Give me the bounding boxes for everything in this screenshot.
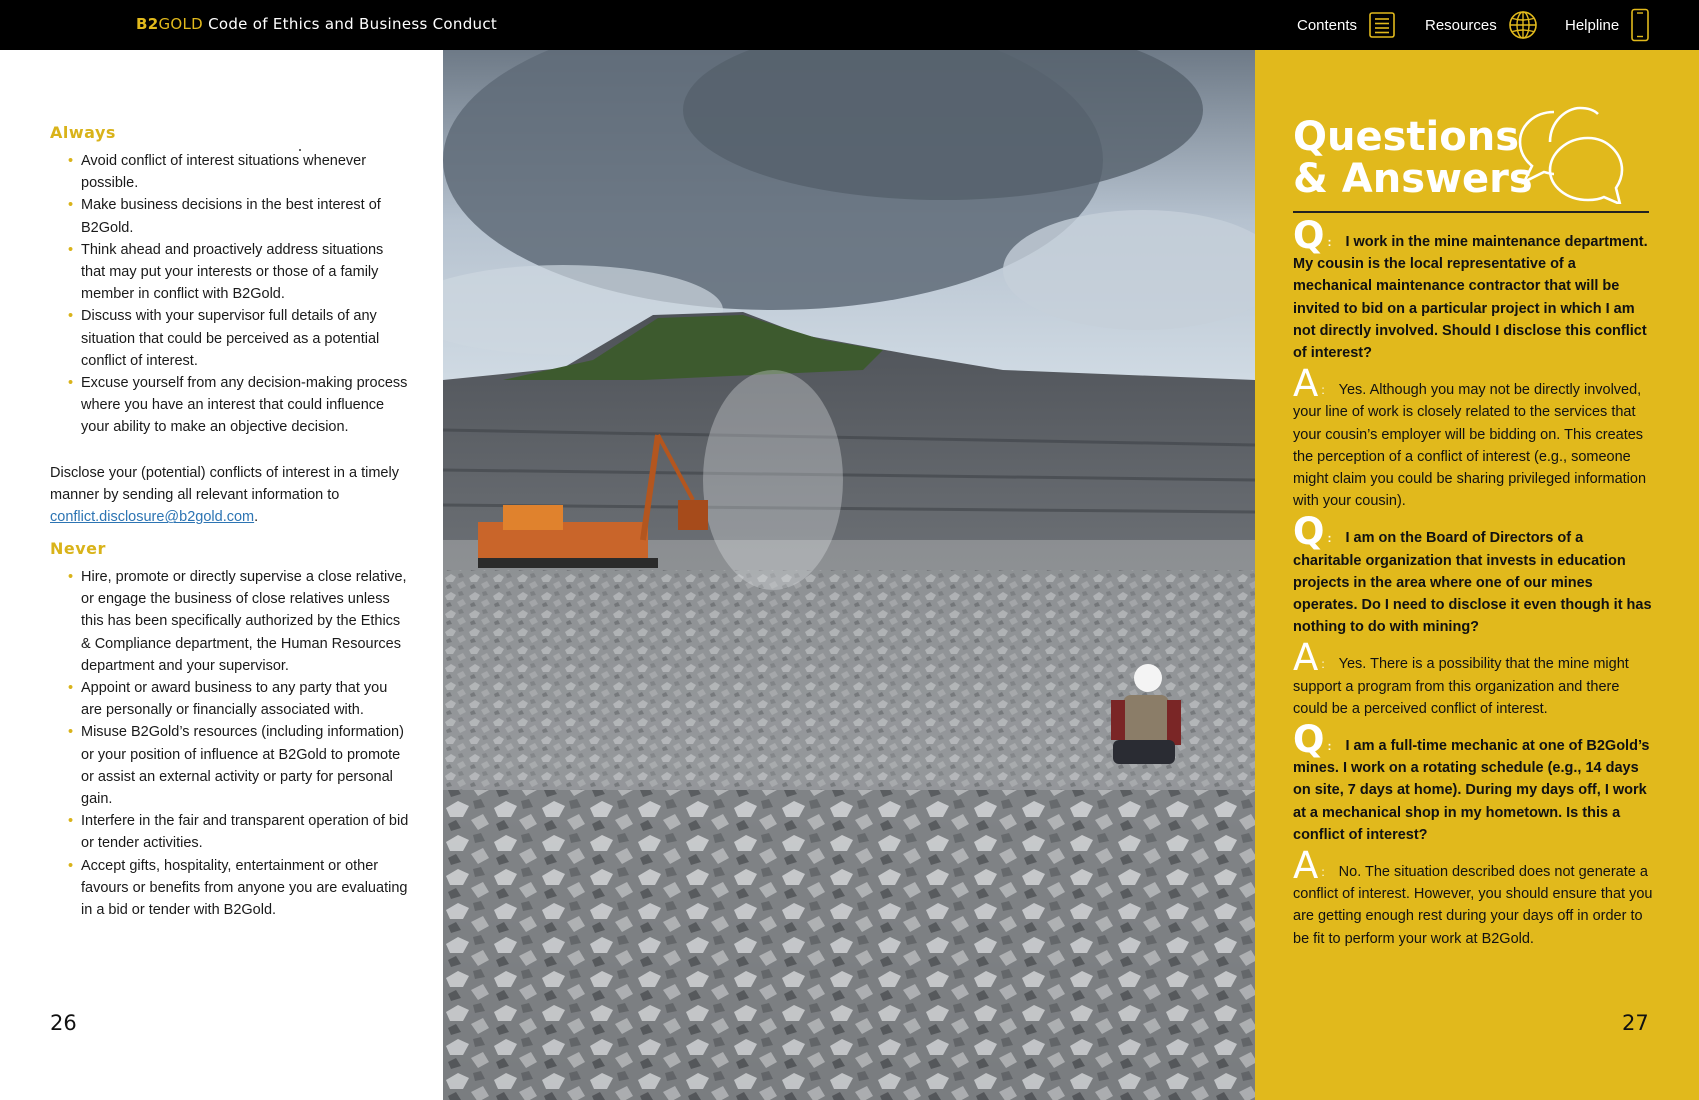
always-list [50,150,410,439]
never-list [50,566,410,921]
q-letter: Q [1293,214,1325,257]
list-item: • Avoid conflict of interest situations whenever possible. [50,150,410,194]
a-colon: : [1321,865,1325,880]
disclose-text: Disclose your (potential) conflicts of interest in a timely manner by sending all relevant information to [50,465,399,504]
question-text: I work in the mine maintenance department. My cousin is the local representative of a mechanical maintenance contractor that will be invited to bid on a particular project in which I am not directly involved. Should I disclose this conflict of interest? [1293,234,1648,362]
list-item: • Make business decisions in the best interest of B2Gold. [50,194,410,238]
qa-title [1293,116,1533,200]
list-item: • Accept gifts, hospitality, entertainment or other favours or benefits from anyone you are evaluating in a bid or tender with B2Gold. [50,855,410,922]
nav-resources-label: Resources [1425,16,1497,34]
question-1 [1293,214,1653,364]
nav-contents-label: Contents [1297,16,1358,34]
page-number-right: 27 [1622,1011,1649,1035]
disclosure-email-link[interactable]: conflict.disclosure@b2gold.com [50,509,255,526]
top-bar [0,0,1699,50]
mine-site-photo [443,50,1255,1100]
q-colon: : [1327,531,1332,546]
brand-gold: GOLD [158,15,204,33]
a-letter: A [1293,844,1319,888]
disclose-paragraph [50,462,410,529]
qa-title-line2: & Answers [1293,156,1533,202]
qa-title-line1: Questions [1293,114,1520,160]
answer-text: Yes. Although you may not be directly involved, your line of work is closely related to the services that your cousin’s employer will be bidding on. This creates the perception of a conflict of interest (e.g., someone might claim you could be sharing privileged information with your cousin). [1293,382,1647,510]
list-item: • Misuse B2Gold’s resources (including information) or your position of influence at B2Gold to promote or assist an external activity or party for personal gain. [50,721,410,810]
brand-b2: B2 [136,15,159,33]
disclose-end: . [254,509,259,526]
a-letter: A [1293,362,1319,406]
answer-text: Yes. There is a possibility that the mine might support a program from this organization and there could be a perceived conflict of interest. [1293,656,1629,717]
question-text: I am a full-time mechanic at one of B2Gold’s mines. I work on a rotating schedule (e.g., 14 days on site, 7 days at home). During my days off, I work at a mechanical shop in my hometown. Is this a conflict of interest? [1293,738,1650,843]
qa-panel [1255,50,1699,1100]
list-item: • Discuss with your supervisor full details of any situation that could be perceived as a potential conflict of interest. [50,305,410,372]
a-letter: A [1293,636,1319,680]
never-heading: Never [50,539,106,558]
nav-resources[interactable] [1425,0,1538,50]
nav-helpline[interactable] [1565,0,1650,50]
list-item: • Appoint or award business to any party that you are personally or financially associated with. [50,677,410,721]
answer-2 [1293,636,1653,720]
q-colon: : [1327,739,1332,754]
speech-bubbles-icon [1514,102,1624,209]
qa-divider [1293,211,1649,213]
question-text: I am on the Board of Directors of a charitable organization that invests in education projects in the area where one of our mines operates. Do I need to disclose it even though it has nothing to do with mining? [1293,530,1652,636]
list-item: • Excuse yourself from any decision-making process where you have an interest that could influence your ability to make an objective decision. [50,372,410,439]
answer-1 [1293,362,1653,512]
list-item: • Think ahead and proactively address situations that may put your interests or those of a family member in conflict with B2Gold. [50,239,410,306]
q-letter: Q [1293,510,1325,554]
list-item: • Hire, promote or directly supervise a close relative, or engage the business of close relatives unless this has been specifically authorized by the Ethics & Compliance department, the Human Resources department and your supervisor. [50,566,410,677]
phone-icon[interactable] [1630,8,1650,42]
q-letter: Q [1293,718,1325,762]
page-number-left: 26 [50,1011,77,1035]
q-colon: : [1327,235,1332,249]
answer-text: No. The situation described does not generate a conflict of interest. However, you should ensure that you are getting enough rest during your days off in order to be fit to perform your work at B2Gold. [1293,864,1653,947]
nav-helpline-label: Helpline [1565,16,1620,34]
nav-contents[interactable] [1297,0,1396,50]
always-heading: Always [50,123,116,142]
list-item: • Interfere in the fair and transparent operation of bid or tender activities. [50,810,410,854]
a-colon: : [1321,383,1325,398]
a-colon: : [1321,657,1325,672]
qa-list [1293,214,1653,956]
contents-list-icon[interactable] [1368,11,1396,39]
globe-icon[interactable] [1508,10,1538,40]
brand-title: Code of Ethics and Business Conduct [203,15,498,33]
mine-photo-illustration [443,50,1255,1100]
question-3 [1293,718,1653,846]
answer-3 [1293,844,1653,950]
left-page [0,50,443,1100]
question-2 [1293,510,1653,638]
document-title [136,15,497,33]
